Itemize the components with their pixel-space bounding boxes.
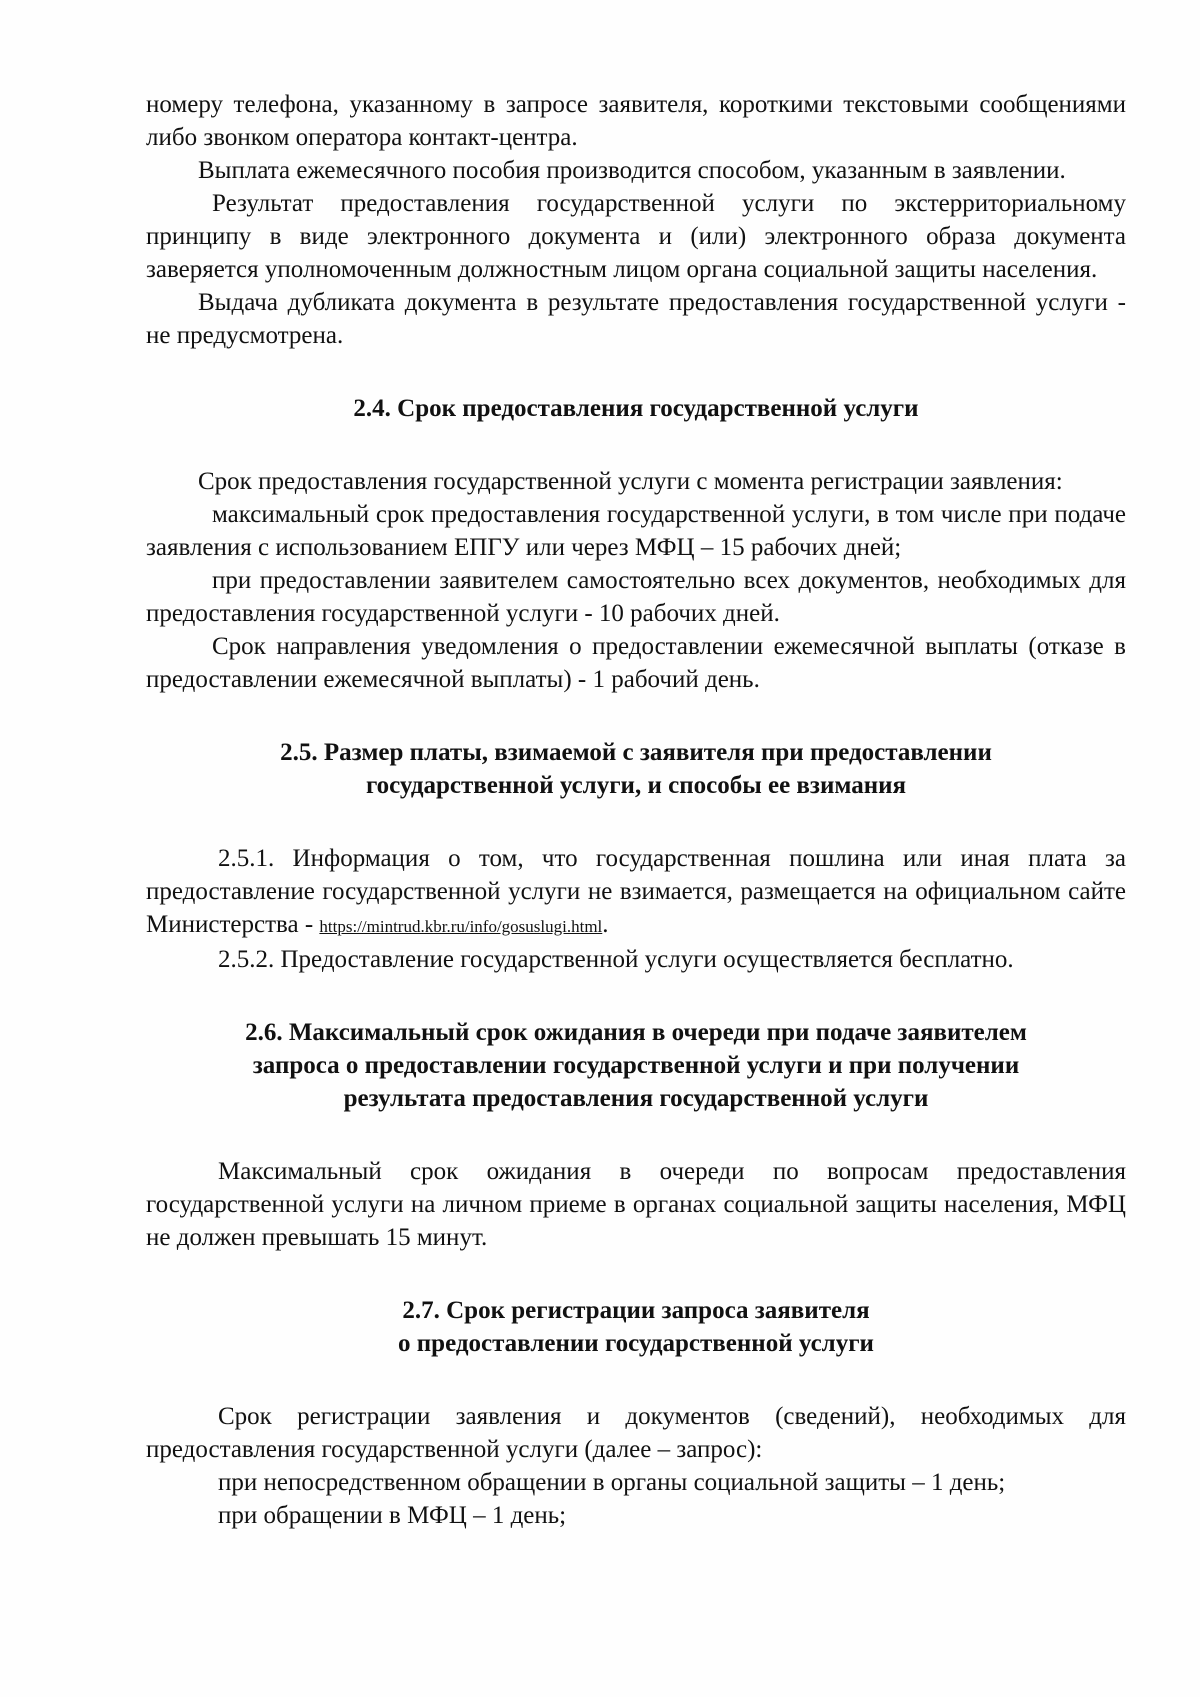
- document-body: [146, 88, 1126, 1532]
- paragraph-2-5-1-end: .: [602, 911, 609, 938]
- paragraph-2-4-2: максимальный срок предоставления государственной услуги, в том числе при подаче заявления с использованием ЕПГУ или через МФЦ – 15 рабочих дней;: [146, 501, 1126, 561]
- paragraph-2-5-2: 2.5.2. Предоставление государственной услуги осуществляется бесплатно.: [218, 946, 1014, 973]
- section-heading-2-5-line-1: 2.5. Размер платы, взимаемой с заявителя при предоставлении: [280, 739, 992, 766]
- paragraph-2-5-1-text: 2.5.1. Информация о том, что государственная пошлина или иная плата за предоставление государственной услуги не взимается, размещается на официальном сайте Министерства -: [146, 845, 1126, 938]
- section-heading-2-6-line-2: запроса о предоставлении государственной услуги и при получении: [252, 1052, 1020, 1079]
- paragraph-2-4-1: Срок предоставления государственной услуги с момента регистрации заявления:: [198, 468, 1063, 495]
- section-heading-2-6-line-3: результата предоставления государственной услуги: [343, 1085, 929, 1112]
- ministry-link[interactable]: https://mintrud.kbr.ru/info/gosuslugi.html: [319, 917, 603, 936]
- section-heading-2-5-line-2: государственной услуги, и способы ее взимания: [365, 772, 907, 799]
- paragraph-intro-2: Выплата ежемесячного пособия производится способом, указанным в заявлении.: [198, 157, 1066, 184]
- paragraph-2-5-1: [146, 842, 1126, 943]
- paragraph-2-7-2: при непосредственном обращении в органы социальной защиты – 1 день;: [218, 1469, 1006, 1496]
- paragraph-2-4-4: Срок направления уведомления о предоставлении ежемесячной выплаты (отказе в предоставлении ежемесячной выплаты) - 1 рабочий день.: [146, 633, 1126, 693]
- section-heading-2-4: 2.4. Срок предоставления государственной услуги: [353, 395, 919, 422]
- paragraph-2-7-3: при обращении в МФЦ – 1 день;: [218, 1502, 567, 1529]
- paragraph-2-7-1: Срок регистрации заявления и документов (сведений), необходимых для предоставления государственной услуги (далее – запрос):: [146, 1403, 1126, 1463]
- paragraph-2-4-3: при предоставлении заявителем самостоятельно всех документов, необходимых для предоставления государственной услуги - 10 рабочих дней.: [146, 567, 1126, 627]
- paragraph-intro-1: номеру телефона, указанному в запросе заявителя, короткими текстовыми сообщениями либо звонком оператора контакт-центра.: [146, 91, 1126, 151]
- section-heading-2-5: [146, 736, 1126, 802]
- paragraph-intro-4: Выдача дубликата документа в результате предоставления государственной услуги - не предусмотрена.: [146, 289, 1126, 349]
- section-heading-2-7-line-2: о предоставлении государственной услуги: [398, 1330, 874, 1357]
- paragraph-2-6-1: Максимальный срок ожидания в очереди по вопросам предоставления государственной услуги на личном приеме в органах социальной защиты населения, МФЦ не должен превышать 15 минут.: [146, 1158, 1126, 1251]
- section-heading-2-6: [146, 1016, 1126, 1115]
- section-heading-2-7: [146, 1294, 1126, 1360]
- section-heading-2-7-line-1: 2.7. Срок регистрации запроса заявителя: [402, 1297, 870, 1324]
- section-heading-2-6-line-1: 2.6. Максимальный срок ожидания в очереди при подаче заявителем: [245, 1019, 1027, 1046]
- paragraph-intro-3: Результат предоставления государственной услуги по экстерриториальному принципу в виде электронного документа и (или) электронного образа документа заверяется уполномоченным должностным лицом органа социальной защиты населения.: [146, 190, 1126, 283]
